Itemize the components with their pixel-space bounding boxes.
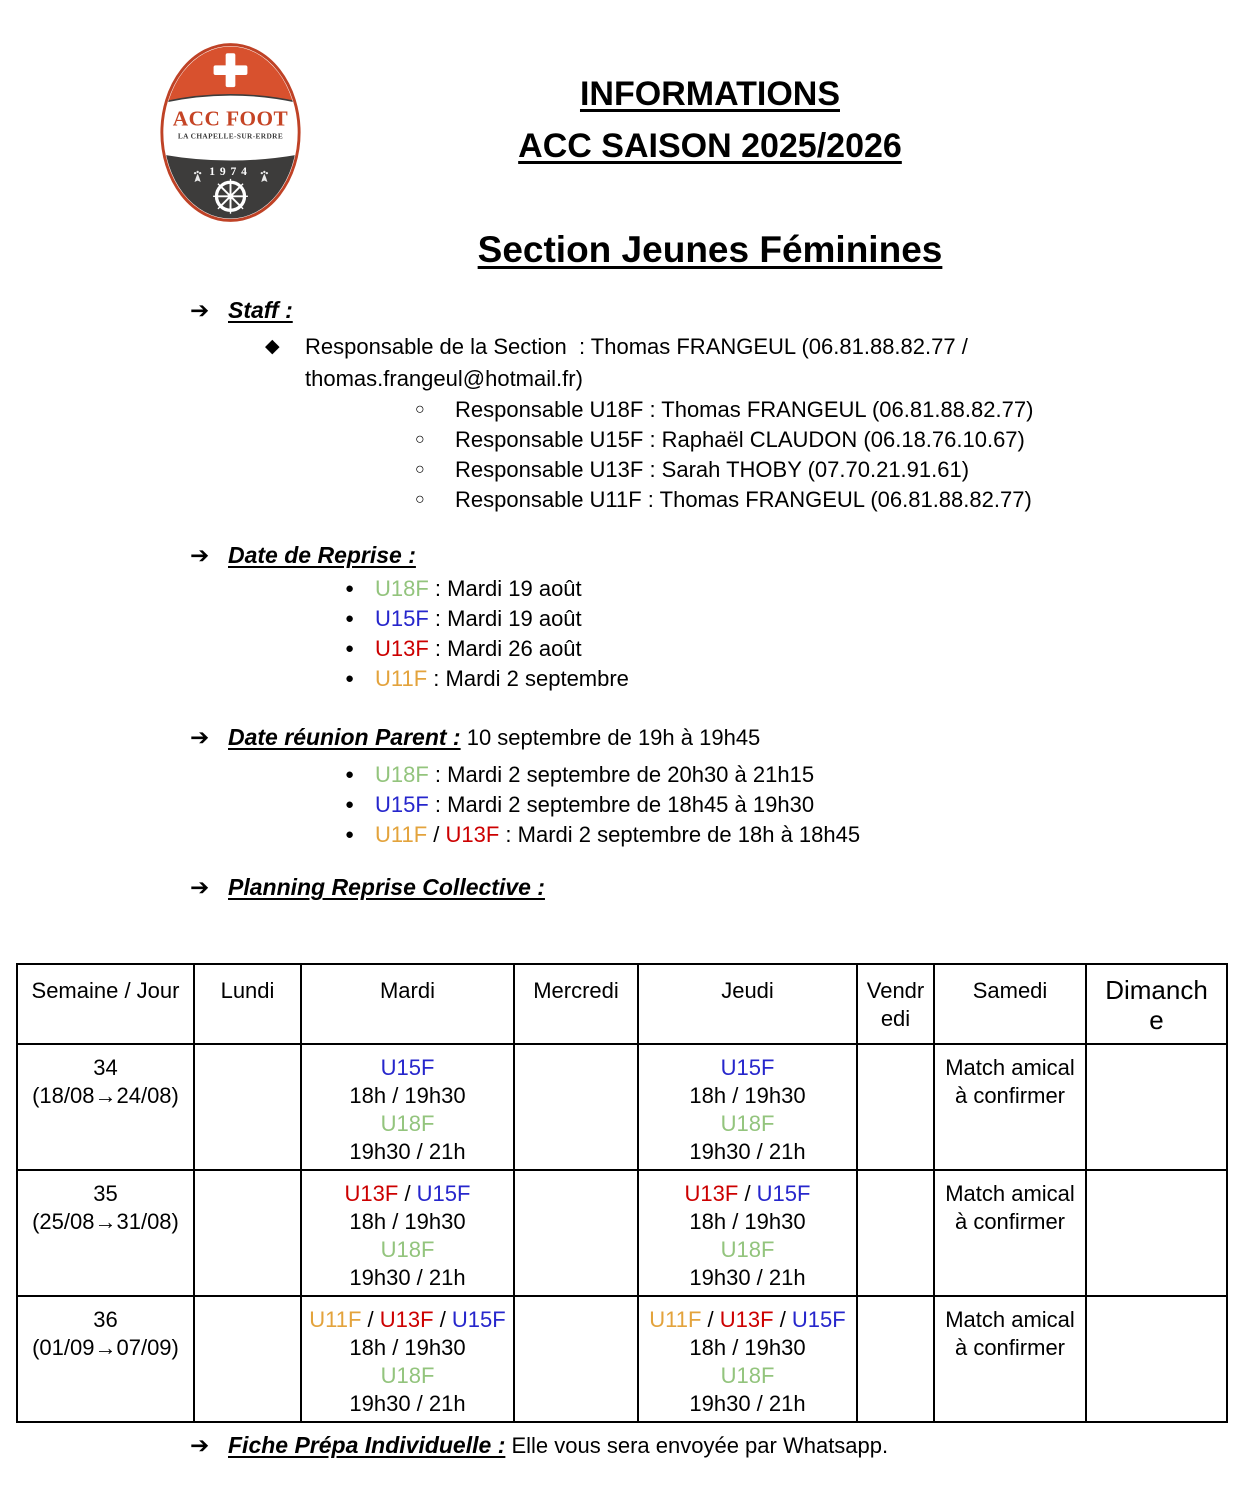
list-item (345, 790, 1242, 820)
text-part: (18/08→24/08) (32, 1083, 179, 1108)
cell-line (939, 1180, 1081, 1208)
text-part: / (773, 1307, 792, 1332)
cell-line (306, 1236, 509, 1264)
planning-header-row (17, 964, 1227, 1044)
disc-bullet-icon: ● (345, 640, 355, 657)
cell-line (22, 1306, 189, 1334)
cell-line (306, 1334, 509, 1362)
staff-heading: Staff : (228, 297, 293, 323)
planning-cell (17, 1044, 194, 1170)
team-label-u15f: U15F (720, 1055, 775, 1080)
planning-cell-empty (857, 1044, 934, 1170)
col-header-mardi: Mardi (301, 964, 514, 1044)
arrow-bullet-icon: ➔ (190, 874, 210, 900)
reunion-heading-row (190, 722, 1242, 756)
col-header-samedi: Samedi (934, 964, 1086, 1044)
col-header-jeudi: Jeudi (638, 964, 857, 1044)
reunion-heading-suffix: 10 septembre de 19h à 19h45 (460, 725, 761, 750)
cell-line (306, 1306, 509, 1334)
col-header-lundi: Lundi (194, 964, 301, 1044)
reprise-list (0, 574, 1242, 694)
reunion-section (0, 722, 1242, 850)
fiche-section (0, 1430, 1242, 1464)
team-label-u15f: U15F (756, 1181, 811, 1206)
text-part: 19h30 / 21h (689, 1391, 806, 1416)
text-part: 36 (93, 1307, 118, 1332)
reunion-heading: Date réunion Parent : (228, 724, 461, 750)
cell-line (306, 1208, 509, 1236)
team-label-u11f: U11F (649, 1307, 702, 1332)
planning-cell-empty (1086, 1170, 1227, 1296)
team-label-u15f: U15F (416, 1181, 471, 1206)
planning-row (17, 1170, 1227, 1296)
cell-line (643, 1334, 852, 1362)
text-part: 18h / 19h30 (689, 1335, 806, 1360)
cell-line (22, 1054, 189, 1082)
staff-lead-item (265, 331, 1242, 395)
cell-line (306, 1054, 509, 1082)
team-label-u18f: U18F (380, 1237, 435, 1262)
team-label-u13f: U13F (379, 1307, 434, 1332)
reprise-section (0, 540, 1242, 694)
text-part: Match amical (945, 1055, 1075, 1080)
planning-heading: Planning Reprise Collective : (228, 874, 545, 900)
team-label-u13f: U13F (684, 1181, 739, 1206)
text-part: : Mardi 2 septembre de 18h45 à 19h30 (428, 792, 815, 817)
planning-cell-empty (1086, 1296, 1227, 1422)
text-part: Match amical (945, 1307, 1075, 1332)
planning-cell-empty (194, 1044, 301, 1170)
planning-cell-empty (514, 1170, 638, 1296)
planning-cell (301, 1044, 514, 1170)
cell-line (939, 1054, 1081, 1082)
list-item (345, 820, 1242, 850)
text-part: : Mardi 26 août (428, 636, 582, 661)
circle-bullet-icon: ○ (415, 491, 425, 508)
text-part: / (701, 1307, 720, 1332)
text-part: 35 (93, 1181, 118, 1206)
team-label-u18f: U18F (380, 1363, 435, 1388)
team-label-u13f: U13F (344, 1181, 399, 1206)
list-item-text (375, 664, 629, 694)
planning-cell-empty (514, 1296, 638, 1422)
cell-line (643, 1236, 852, 1264)
team-label-u18f: U18F (720, 1237, 775, 1262)
team-label-u18f: U18F (375, 762, 429, 787)
cell-line (939, 1306, 1081, 1334)
planning-table-wrap (16, 963, 1228, 1423)
disc-bullet-icon: ● (345, 826, 355, 843)
text-part: 19h30 / 21h (689, 1265, 806, 1290)
staff-list-item (415, 395, 1242, 425)
team-label-u13f: U13F (445, 822, 500, 847)
cell-line (643, 1054, 852, 1082)
list-item (345, 604, 1242, 634)
list-item (345, 634, 1242, 664)
team-label-u15f: U15F (375, 792, 429, 817)
cell-line (22, 1334, 189, 1362)
text-part: 34 (93, 1055, 118, 1080)
reprise-heading-row (190, 540, 1242, 570)
arrow-bullet-icon: ➔ (190, 297, 210, 323)
text-part: 18h / 19h30 (349, 1209, 466, 1234)
list-item-text (375, 604, 582, 634)
cell-line (306, 1138, 509, 1166)
cell-line (643, 1110, 852, 1138)
text-part: 18h / 19h30 (689, 1083, 806, 1108)
planning-cell (934, 1170, 1086, 1296)
staff-list-item (415, 485, 1242, 515)
text-part: à confirmer (954, 1335, 1066, 1360)
cell-line (306, 1082, 509, 1110)
cell-line (643, 1390, 852, 1418)
list-item (345, 760, 1242, 790)
logo-club-name: ACC FOOT (172, 106, 289, 131)
cell-line (643, 1208, 852, 1236)
planning-row (17, 1044, 1227, 1170)
staff-heading-row (190, 295, 1242, 325)
text-part: 18h / 19h30 (349, 1335, 466, 1360)
arrow-bullet-icon: ➔ (190, 542, 210, 568)
text-part: Match amical (945, 1181, 1075, 1206)
team-label-u15f: U15F (380, 1055, 435, 1080)
planning-cell (638, 1296, 857, 1422)
title-season: ACC SAISON 2025/2026 (518, 127, 902, 165)
disc-bullet-icon: ● (345, 670, 355, 687)
cell-line (643, 1138, 852, 1166)
text-part: / (398, 1181, 417, 1206)
planning-row (17, 1296, 1227, 1422)
text-part: à confirmer (954, 1209, 1066, 1234)
cell-line (939, 1208, 1081, 1236)
planning-cell (934, 1296, 1086, 1422)
col-header-semaine-jour: Semaine / Jour (17, 964, 194, 1044)
fiche-heading-row (190, 1430, 1242, 1464)
text-part: 19h30 / 21h (349, 1391, 466, 1416)
circle-bullet-icon: ○ (415, 461, 425, 478)
planning-cell (17, 1296, 194, 1422)
staff-item-text: Responsable U13F : Sarah THOBY (07.70.21.91.61) (455, 457, 970, 482)
team-label-u11f: U11F (309, 1307, 362, 1332)
logo-year: 1974 (209, 165, 252, 179)
text-part: : Mardi 2 septembre de 20h30 à 21h15 (428, 762, 815, 787)
cell-line (22, 1180, 189, 1208)
team-label-u15f: U15F (375, 606, 429, 631)
disc-bullet-icon: ● (345, 796, 355, 813)
text-part: (01/09→07/09) (32, 1335, 179, 1360)
planning-cell-empty (1086, 1044, 1227, 1170)
planning-heading-row (190, 872, 1242, 902)
staff-section (0, 295, 1242, 515)
text-part: 19h30 / 21h (349, 1139, 466, 1164)
disc-bullet-icon: ● (345, 580, 355, 597)
planning-cell (638, 1170, 857, 1296)
cell-line (22, 1208, 189, 1236)
logo-club-location: LA CHAPELLE-SUR-ERDRE (177, 131, 284, 141)
planning-cell-empty (194, 1296, 301, 1422)
cell-line (306, 1180, 509, 1208)
document-titles (190, 68, 1230, 276)
col-header-vendredi: Vendredi (857, 964, 934, 1044)
staff-lead-line1: Responsable de la Section : Thomas FRANGEUL (06.81.88.82.77 / (305, 334, 968, 359)
team-label-u11f: U11F (375, 666, 428, 691)
text-part: : Mardi 19 août (428, 576, 582, 601)
staff-item-text: Responsable U11F : Thomas FRANGEUL (06.81.88.82.77) (455, 487, 1032, 512)
team-label-u15f: U15F (451, 1307, 506, 1332)
text-part: 19h30 / 21h (689, 1139, 806, 1164)
arrow-bullet-icon: ➔ (190, 1432, 210, 1458)
text-part: 19h30 / 21h (349, 1265, 466, 1290)
staff-list-item (415, 425, 1242, 455)
planning-cell (301, 1296, 514, 1422)
section-title: Section Jeunes Féminines (477, 229, 943, 270)
team-label-u13f: U13F (719, 1307, 774, 1332)
disc-bullet-icon: ● (345, 766, 355, 783)
list-item-text (375, 790, 814, 820)
staff-list (0, 395, 1242, 515)
text-part: 18h / 19h30 (349, 1083, 466, 1108)
circle-bullet-icon: ○ (415, 431, 425, 448)
text-part: : Mardi 2 septembre de 18h à 18h45 (499, 822, 861, 847)
cell-line (643, 1264, 852, 1292)
cell-line (643, 1082, 852, 1110)
staff-lead-text (305, 331, 968, 395)
text-part: / (738, 1181, 757, 1206)
disc-bullet-icon: ● (345, 610, 355, 627)
planning-cell (301, 1170, 514, 1296)
text-part: (25/08→31/08) (32, 1209, 179, 1234)
planning-cell-empty (514, 1044, 638, 1170)
planning-cell-empty (194, 1170, 301, 1296)
cell-line (306, 1362, 509, 1390)
list-item (345, 664, 1242, 694)
cell-line (306, 1110, 509, 1138)
list-item-text (375, 760, 814, 790)
title-informations: INFORMATIONS (579, 75, 840, 113)
text-part: : Mardi 2 septembre (427, 666, 629, 691)
text-part: / (361, 1307, 380, 1332)
text-part: 18h / 19h30 (689, 1209, 806, 1234)
cell-line (643, 1362, 852, 1390)
cell-line (306, 1264, 509, 1292)
fiche-heading-suffix: Elle vous sera envoyée par Whatsapp. (505, 1433, 889, 1458)
col-header-dimanche: Dimanche (1086, 964, 1227, 1044)
cell-line (643, 1180, 852, 1208)
text-part: à confirmer (954, 1083, 1066, 1108)
cell-line (306, 1390, 509, 1418)
cell-line (643, 1306, 852, 1334)
team-label-u15f: U15F (791, 1307, 846, 1332)
text-part: / (427, 822, 446, 847)
team-label-u18f: U18F (380, 1111, 435, 1136)
fiche-heading: Fiche Prépa Individuelle : (228, 1432, 506, 1458)
list-item-text (375, 634, 582, 664)
staff-lead-line2: thomas.frangeul@hotmail.fr) (305, 366, 583, 391)
arrow-bullet-icon: ➔ (190, 724, 210, 750)
cell-line (939, 1334, 1081, 1362)
team-label-u18f: U18F (720, 1363, 775, 1388)
cell-line (939, 1082, 1081, 1110)
list-item (345, 574, 1242, 604)
list-item-text (375, 820, 860, 850)
staff-item-text: Responsable U15F : Raphaël CLAUDON (06.18.76.10.67) (455, 427, 1025, 452)
text-part: / (433, 1307, 452, 1332)
reunion-list (0, 760, 1242, 850)
text-part: : Mardi 19 août (428, 606, 582, 631)
team-label-u13f: U13F (375, 636, 429, 661)
list-item-text (375, 574, 582, 604)
planning-cell-empty (857, 1296, 934, 1422)
staff-item-text: Responsable U18F : Thomas FRANGEUL (06.81.88.82.77) (455, 397, 1034, 422)
circle-bullet-icon: ○ (415, 401, 425, 418)
team-label-u18f: U18F (720, 1111, 775, 1136)
reprise-heading: Date de Reprise : (228, 542, 416, 568)
planning-section (0, 872, 1242, 902)
col-header-mercredi: Mercredi (514, 964, 638, 1044)
diamond-bullet-icon: ◆ (265, 336, 280, 357)
planning-cell (638, 1044, 857, 1170)
team-label-u11f: U11F (375, 822, 428, 847)
planning-table (16, 963, 1228, 1423)
team-label-u18f: U18F (375, 576, 429, 601)
cell-line (22, 1082, 189, 1110)
staff-list-item (415, 455, 1242, 485)
planning-cell (17, 1170, 194, 1296)
planning-cell (934, 1044, 1086, 1170)
planning-cell-empty (857, 1170, 934, 1296)
